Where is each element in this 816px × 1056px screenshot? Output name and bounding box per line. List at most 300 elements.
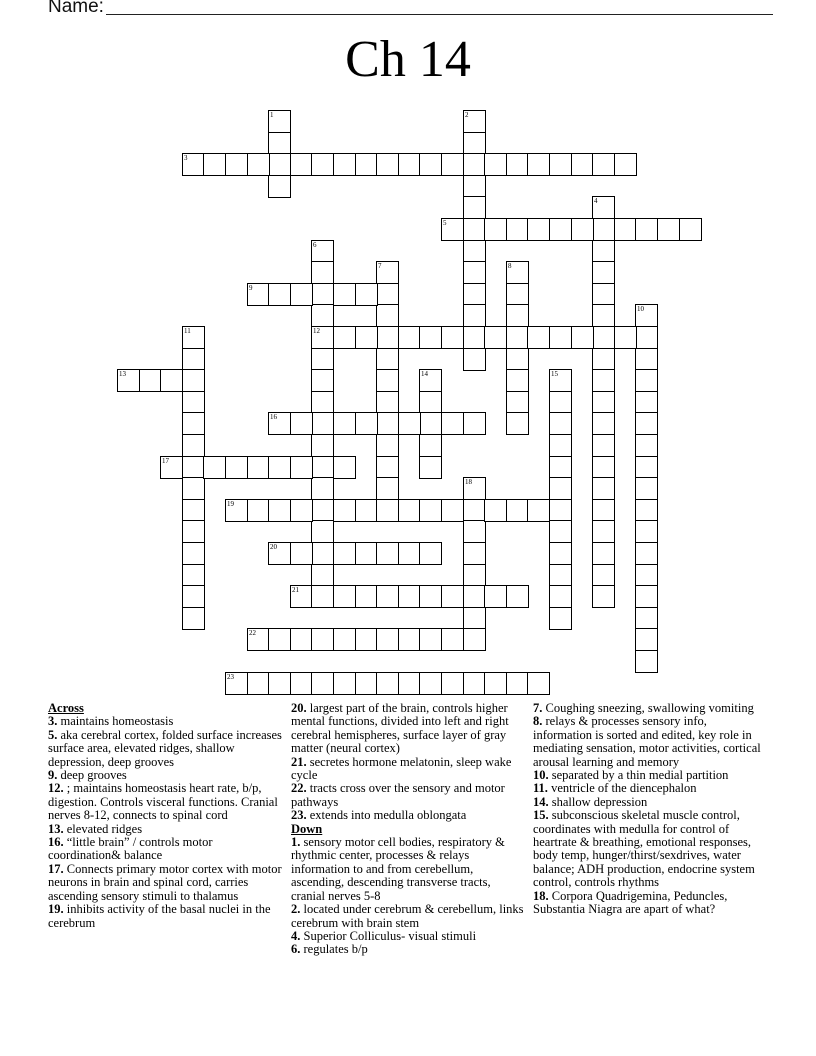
crossword-cell[interactable]	[182, 434, 205, 457]
crossword-cell[interactable]	[657, 218, 680, 241]
crossword-cell[interactable]	[311, 240, 334, 263]
crossword-cell[interactable]	[225, 456, 248, 479]
crossword-cell[interactable]	[549, 412, 572, 435]
crossword-cell[interactable]	[463, 304, 486, 327]
crossword-cell[interactable]	[182, 348, 205, 371]
down-clue-18	[533, 890, 769, 917]
crossword-cell[interactable]	[117, 369, 140, 392]
crossword-cell[interactable]	[376, 542, 399, 565]
crossword-cell[interactable]	[311, 456, 334, 479]
clue-text: aka cerebral cortex, folded surface increases surface area, elevated ridges, shallow depression, deep grooves	[48, 727, 282, 769]
crossword-cell[interactable]	[333, 456, 356, 479]
crossword-cell[interactable]	[635, 218, 658, 241]
crossword-cell[interactable]	[614, 218, 637, 241]
crossword-cell[interactable]	[592, 348, 615, 371]
crossword-cell[interactable]	[311, 261, 334, 284]
crossword-cell[interactable]	[182, 153, 205, 176]
crossword-cell[interactable]	[182, 542, 205, 565]
crossword-cell[interactable]	[376, 456, 399, 479]
crossword-cell[interactable]	[463, 499, 486, 522]
crossword-cell[interactable]	[398, 672, 421, 695]
crossword-cell[interactable]	[463, 607, 486, 630]
crossword-cell[interactable]	[635, 456, 658, 479]
across-clue-5	[48, 729, 284, 769]
crossword-cell[interactable]	[592, 564, 615, 587]
crossword-cell[interactable]	[463, 218, 486, 241]
crossword-cell[interactable]	[592, 283, 615, 306]
crossword-cell[interactable]	[463, 628, 486, 651]
clue-text: separated by a thin medial partition	[551, 768, 729, 783]
crossword-cell[interactable]	[355, 326, 378, 349]
crossword-cell[interactable]	[506, 283, 529, 306]
crossword-cell[interactable]	[247, 628, 270, 651]
across-clue-20	[291, 702, 527, 756]
across-clue-3	[48, 715, 284, 728]
crossword-cell[interactable]	[635, 369, 658, 392]
crossword-cell[interactable]	[527, 218, 550, 241]
crossword-cell[interactable]	[398, 585, 421, 608]
clue-number: 1.	[291, 835, 301, 850]
crossword-cell[interactable]	[182, 585, 205, 608]
cell-number: 12	[313, 327, 320, 335]
crossword-cell[interactable]	[376, 283, 399, 306]
crossword-cell[interactable]	[355, 283, 378, 306]
cell-number: 13	[119, 370, 126, 378]
clue-text: regulates b/p	[303, 942, 368, 957]
crossword-cell[interactable]	[311, 304, 334, 327]
crossword-cell[interactable]	[592, 196, 615, 219]
crossword-cell[interactable]	[160, 456, 183, 479]
crossword-cell[interactable]	[290, 153, 313, 176]
crossword-cell[interactable]	[290, 628, 313, 651]
cell-number: 4	[594, 197, 598, 205]
crossword-cell[interactable]	[268, 499, 291, 522]
crossword-cell[interactable]	[333, 412, 356, 435]
crossword-cell[interactable]	[419, 434, 442, 457]
crossword-cell[interactable]	[463, 672, 486, 695]
crossword-cell[interactable]	[398, 326, 421, 349]
down-clue-8	[533, 715, 769, 769]
crossword-cell[interactable]	[247, 499, 270, 522]
crossword-cell[interactable]	[311, 564, 334, 587]
crossword-cell[interactable]	[311, 628, 334, 651]
crossword-cell[interactable]	[182, 391, 205, 414]
crossword-cell[interactable]	[635, 499, 658, 522]
crossword-cell[interactable]	[182, 499, 205, 522]
clues-column-1	[48, 702, 284, 930]
crossword-cell[interactable]	[592, 391, 615, 414]
crossword-cell[interactable]	[182, 369, 205, 392]
crossword-cell[interactable]	[463, 326, 486, 349]
crossword-cell[interactable]	[635, 477, 658, 500]
clue-text: inhibits activity of the basal nuclei in the cerebrum	[48, 902, 271, 930]
crossword-cell[interactable]	[614, 326, 637, 349]
crossword-cell[interactable]	[592, 477, 615, 500]
crossword-cell[interactable]	[355, 585, 378, 608]
across-clue-13	[48, 823, 284, 836]
crossword-cell[interactable]	[635, 585, 658, 608]
crossword-cell[interactable]	[398, 153, 421, 176]
crossword-cell[interactable]	[419, 499, 442, 522]
crossword-cell[interactable]	[506, 326, 529, 349]
crossword-cell[interactable]	[463, 542, 486, 565]
crossword-cell[interactable]	[268, 175, 291, 198]
crossword-cell[interactable]	[635, 391, 658, 414]
crossword-cell[interactable]	[355, 499, 378, 522]
crossword-cell[interactable]	[527, 672, 550, 695]
crossword-cell[interactable]	[635, 348, 658, 371]
crossword-cell[interactable]	[549, 391, 572, 414]
cell-number: 5	[443, 219, 447, 227]
crossword-cell[interactable]	[419, 391, 442, 414]
crossword-cell[interactable]	[376, 369, 399, 392]
crossword-cell[interactable]	[333, 672, 356, 695]
crossword-cell[interactable]	[592, 261, 615, 284]
crossword-cell[interactable]	[549, 542, 572, 565]
crossword-cell[interactable]	[311, 348, 334, 371]
crossword-cell[interactable]	[419, 412, 442, 435]
crossword-cell[interactable]	[290, 456, 313, 479]
crossword-cell[interactable]	[376, 326, 399, 349]
crossword-cell[interactable]	[549, 456, 572, 479]
crossword-cell[interactable]	[311, 499, 334, 522]
crossword-cell[interactable]	[398, 412, 421, 435]
down-clue-15	[533, 809, 769, 889]
crossword-cell[interactable]	[355, 628, 378, 651]
crossword-cell[interactable]	[549, 434, 572, 457]
crossword-cell[interactable]	[355, 672, 378, 695]
crossword-cell[interactable]	[247, 456, 270, 479]
clue-text: sensory motor cell bodies, respiratory & rhythmic center, processes & relays information to and from cerebellum, ascending, descending transverse tracts, cranial nerves 5-8	[291, 835, 505, 903]
crossword-cell[interactable]	[441, 153, 464, 176]
crossword-cell[interactable]	[376, 412, 399, 435]
crossword-cell[interactable]	[441, 585, 464, 608]
crossword-cell[interactable]	[268, 110, 291, 133]
clue-text: tracts cross over the sensory and motor pathways	[291, 781, 505, 809]
clue-number: 5.	[48, 727, 58, 742]
crossword-cell[interactable]	[549, 153, 572, 176]
crossword-cell[interactable]	[290, 585, 313, 608]
cell-number: 15	[551, 370, 558, 378]
crossword-cell[interactable]	[268, 412, 291, 435]
cell-number: 10	[637, 305, 644, 313]
crossword-cell[interactable]	[139, 369, 162, 392]
crossword-cell[interactable]	[549, 499, 572, 522]
cell-number: 22	[249, 629, 256, 637]
crossword-cell[interactable]	[376, 348, 399, 371]
crossword-cell[interactable]	[463, 283, 486, 306]
crossword-cell[interactable]	[225, 672, 248, 695]
crossword-cell[interactable]	[463, 348, 486, 371]
crossword-cell[interactable]	[182, 326, 205, 349]
crossword-cell[interactable]	[398, 628, 421, 651]
crossword-cell[interactable]	[311, 434, 334, 457]
crossword-cell[interactable]	[506, 153, 529, 176]
crossword-cell[interactable]	[614, 153, 637, 176]
across-clue-19	[48, 903, 284, 930]
crossword-cell[interactable]	[506, 304, 529, 327]
crossword-cell[interactable]	[592, 326, 615, 349]
crossword-cell[interactable]	[419, 585, 442, 608]
crossword-cell[interactable]	[203, 153, 226, 176]
clue-text: largest part of the brain, controls higher mental functions, divided into left and right cerebral hemispheres, surface layer of gray matter (neural cortex)	[291, 701, 509, 756]
clue-text: “little brain” / controls motor coordination& balance	[48, 835, 213, 863]
down-clue-1	[291, 836, 527, 903]
crossword-cell[interactable]	[311, 672, 334, 695]
crossword-cell[interactable]	[290, 412, 313, 435]
clue-text: elevated ridges	[66, 821, 143, 836]
clue-number: 18.	[533, 888, 549, 903]
crossword-cell[interactable]	[441, 628, 464, 651]
crossword-cell[interactable]	[268, 283, 291, 306]
crossword-cell[interactable]	[311, 391, 334, 414]
crossword-cell[interactable]	[247, 153, 270, 176]
crossword-cell[interactable]	[441, 499, 464, 522]
crossword-cell[interactable]	[311, 369, 334, 392]
page-title: Ch 14	[345, 31, 471, 88]
crossword-cell[interactable]	[592, 434, 615, 457]
crossword-cell[interactable]	[333, 153, 356, 176]
crossword-cell[interactable]	[635, 650, 658, 673]
crossword-cell[interactable]	[635, 607, 658, 630]
cell-number: 3	[184, 154, 188, 162]
crossword-cell[interactable]	[311, 585, 334, 608]
crossword-cell[interactable]	[506, 369, 529, 392]
crossword-cell[interactable]	[376, 304, 399, 327]
crossword-cell[interactable]	[419, 153, 442, 176]
crossword-cell[interactable]	[635, 564, 658, 587]
across-clue-16	[48, 836, 284, 863]
crossword-cell[interactable]	[592, 520, 615, 543]
crossword-cell[interactable]	[463, 564, 486, 587]
crossword-cell[interactable]	[506, 499, 529, 522]
crossword-cell[interactable]	[398, 499, 421, 522]
crossword-cell[interactable]	[549, 564, 572, 587]
crossword-cell[interactable]	[592, 153, 615, 176]
crossword-cell[interactable]	[592, 304, 615, 327]
crossword-cell[interactable]	[376, 499, 399, 522]
crossword-cell[interactable]	[463, 153, 486, 176]
crossword-cell[interactable]	[419, 672, 442, 695]
crossword-cell[interactable]	[419, 326, 442, 349]
clue-number: 12.	[48, 781, 64, 796]
crossword-cell[interactable]	[635, 542, 658, 565]
crossword-cell[interactable]	[333, 499, 356, 522]
clue-text: ventricle of the diencephalon	[551, 781, 697, 796]
crossword-cell[interactable]	[182, 412, 205, 435]
cell-number: 1	[270, 111, 274, 119]
crossword-cell[interactable]	[376, 477, 399, 500]
crossword-cell[interactable]	[592, 542, 615, 565]
crossword-cell[interactable]	[182, 477, 205, 500]
crossword-cell[interactable]	[441, 218, 464, 241]
crossword-cell[interactable]	[484, 499, 507, 522]
crossword-cell[interactable]	[635, 304, 658, 327]
crossword-cell[interactable]	[484, 326, 507, 349]
down-clue-6	[291, 943, 527, 956]
crossword-cell[interactable]	[592, 240, 615, 263]
crossword-cell[interactable]	[506, 672, 529, 695]
crossword-cell[interactable]	[679, 218, 702, 241]
crossword-cell[interactable]	[376, 585, 399, 608]
crossword-cell[interactable]	[182, 520, 205, 543]
crossword-cell[interactable]	[333, 542, 356, 565]
crossword-cell[interactable]	[290, 542, 313, 565]
crossword-cell[interactable]	[311, 542, 334, 565]
crossword-cell[interactable]	[463, 585, 486, 608]
crossword-cell[interactable]	[549, 520, 572, 543]
cell-number: 18	[465, 478, 472, 486]
crossword-cell[interactable]	[355, 153, 378, 176]
crossword-cell[interactable]	[592, 585, 615, 608]
crossword-cell[interactable]	[311, 153, 334, 176]
crossword-cell[interactable]	[463, 520, 486, 543]
crossword-cell[interactable]	[506, 391, 529, 414]
crossword-cell[interactable]	[419, 628, 442, 651]
crossword-cell[interactable]	[247, 672, 270, 695]
crossword-cell[interactable]	[549, 326, 572, 349]
crossword-cell[interactable]	[549, 477, 572, 500]
crossword-cell[interactable]	[441, 672, 464, 695]
crossword-cell[interactable]	[290, 672, 313, 695]
crossword-cell[interactable]	[571, 218, 594, 241]
crossword-cell[interactable]	[635, 520, 658, 543]
crossword-cell[interactable]	[290, 283, 313, 306]
clue-text: Corpora Quadrigemina, Peduncles, Substantia Niagra are apart of what?	[533, 888, 728, 917]
crossword-cell[interactable]	[635, 326, 658, 349]
crossword-cell[interactable]	[376, 628, 399, 651]
crossword-cell[interactable]	[311, 412, 334, 435]
crossword-cell[interactable]	[333, 283, 356, 306]
crossword-cell[interactable]	[268, 153, 291, 176]
crossword-cell[interactable]	[592, 369, 615, 392]
crossword-cell[interactable]	[268, 542, 291, 565]
crossword-cell[interactable]	[333, 326, 356, 349]
crossword-cell[interactable]	[182, 456, 205, 479]
crossword-cell[interactable]	[506, 218, 529, 241]
cell-number: 16	[270, 413, 277, 421]
crossword-cell[interactable]	[506, 348, 529, 371]
cell-number: 2	[465, 111, 469, 119]
down-clue-7	[533, 702, 769, 715]
cell-number: 17	[162, 457, 169, 465]
crossword-cell[interactable]	[311, 326, 334, 349]
cell-number: 7	[378, 262, 382, 270]
crossword-cell[interactable]	[290, 499, 313, 522]
crossword-cell[interactable]	[376, 434, 399, 457]
crossword-cell[interactable]	[592, 456, 615, 479]
crossword-cell[interactable]	[635, 628, 658, 651]
crossword-cell[interactable]	[225, 153, 248, 176]
crossword-cell[interactable]	[463, 477, 486, 500]
clue-number: 14.	[533, 794, 549, 809]
crossword-cell[interactable]	[247, 283, 270, 306]
crossword-cell[interactable]	[527, 499, 550, 522]
crossword-cell[interactable]	[549, 585, 572, 608]
crossword-cell[interactable]	[268, 456, 291, 479]
crossword-cell[interactable]	[592, 412, 615, 435]
clue-number: 8.	[533, 714, 543, 729]
crossword-cell[interactable]	[182, 607, 205, 630]
cell-number: 23	[227, 673, 234, 681]
crossword-cell[interactable]	[463, 196, 486, 219]
name-blank-line[interactable]	[106, 0, 773, 15]
crossword-cell[interactable]	[549, 607, 572, 630]
across-clue-9	[48, 769, 284, 782]
crossword-cell[interactable]	[376, 391, 399, 414]
crossword-cell[interactable]	[376, 153, 399, 176]
clue-text: Connects primary motor cortex with motor neurons in brain and spinal cord, carries ascending sensory stimuli to thalamus	[48, 861, 282, 903]
crossword-cell[interactable]	[376, 261, 399, 284]
crossword-cell[interactable]	[571, 153, 594, 176]
clue-number: 19.	[48, 902, 64, 917]
clue-text: deep grooves	[60, 768, 127, 783]
crossword-cell[interactable]	[527, 153, 550, 176]
crossword-cell[interactable]	[160, 369, 183, 392]
crossword-cell[interactable]	[549, 218, 572, 241]
crossword-cell[interactable]	[527, 326, 550, 349]
crossword-cell[interactable]	[484, 672, 507, 695]
crossword-cell[interactable]	[484, 585, 507, 608]
crossword-cell[interactable]	[203, 456, 226, 479]
crossword-cell[interactable]	[506, 585, 529, 608]
crossword-cell[interactable]	[463, 132, 486, 155]
crossword-cell[interactable]	[398, 542, 421, 565]
crossword-cell[interactable]	[463, 110, 486, 133]
crossword-cell[interactable]	[441, 326, 464, 349]
crossword-cell[interactable]	[635, 434, 658, 457]
cell-number: 21	[292, 586, 299, 594]
crossword-cell[interactable]	[419, 456, 442, 479]
crossword-cell[interactable]	[311, 283, 334, 306]
crossword-cell[interactable]	[376, 672, 399, 695]
crossword-cell[interactable]	[506, 261, 529, 284]
crossword-cell[interactable]	[506, 412, 529, 435]
clue-number: 7.	[533, 701, 543, 715]
crossword-cell[interactable]	[592, 218, 615, 241]
clue-text: extends into medulla oblongata	[309, 808, 467, 823]
crossword-cell[interactable]	[419, 369, 442, 392]
crossword-cell[interactable]	[268, 672, 291, 695]
crossword-cell[interactable]	[463, 175, 486, 198]
crossword-cell[interactable]	[463, 240, 486, 263]
crossword-cell[interactable]	[182, 564, 205, 587]
clue-text: subconscious skeletal muscle control, coordinates with medulla for control of heartrate & breathing, emotional responses, body temp, hunger/thirst/sexdrives, water balance; ADH production, endocrine system control, controls rhythms	[533, 808, 755, 890]
crossword-cell[interactable]	[355, 412, 378, 435]
crossword-cell[interactable]	[268, 628, 291, 651]
crossword-cell[interactable]	[333, 628, 356, 651]
crossword-cell[interactable]	[268, 132, 291, 155]
crossword-cell[interactable]	[571, 326, 594, 349]
crossword-cell[interactable]	[355, 542, 378, 565]
crossword-cell[interactable]	[311, 477, 334, 500]
crossword-cell[interactable]	[484, 218, 507, 241]
crossword-cell[interactable]	[463, 261, 486, 284]
crossword-cell[interactable]	[484, 153, 507, 176]
crossword-cell[interactable]	[592, 499, 615, 522]
crossword-cell[interactable]	[419, 542, 442, 565]
crossword-cell[interactable]	[441, 412, 464, 435]
crossword-cell[interactable]	[463, 412, 486, 435]
clue-number: 9.	[48, 768, 58, 783]
crossword-cell[interactable]	[635, 412, 658, 435]
crossword-cell[interactable]	[549, 369, 572, 392]
crossword-cell[interactable]	[333, 585, 356, 608]
clue-text: secretes hormone melatonin, sleep wake cycle	[291, 754, 512, 783]
clue-number: 6.	[291, 942, 301, 957]
crossword-cell[interactable]	[225, 499, 248, 522]
crossword-cell[interactable]	[311, 520, 334, 543]
